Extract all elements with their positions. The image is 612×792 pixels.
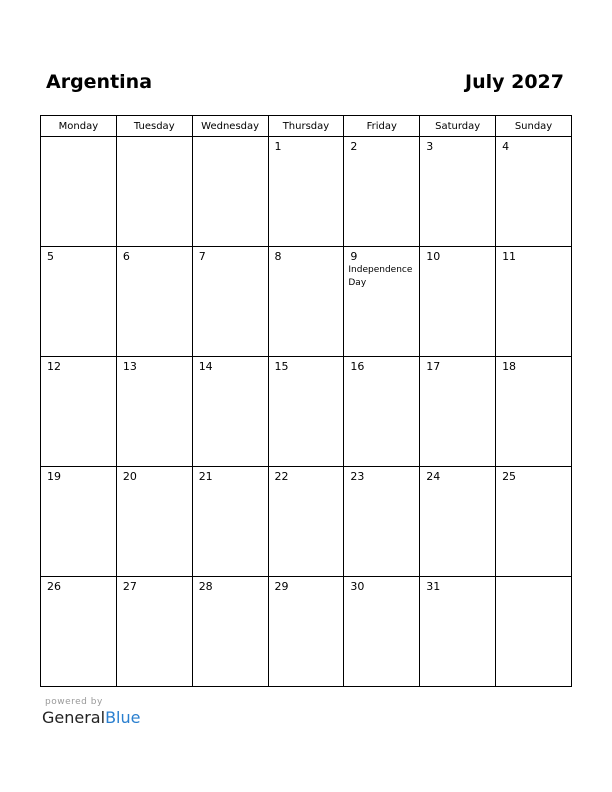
day-number: 8 bbox=[274, 250, 282, 263]
day-number: 17 bbox=[426, 360, 441, 373]
month-year-title: July 2027 bbox=[465, 71, 564, 93]
day-cell bbox=[268, 467, 344, 577]
day-cell bbox=[41, 357, 117, 467]
day-cell bbox=[41, 467, 117, 577]
day-number: 24 bbox=[426, 470, 441, 483]
day-number: 7 bbox=[198, 250, 206, 263]
day-cell bbox=[192, 467, 268, 577]
day-number: 22 bbox=[274, 470, 289, 483]
day-number: 20 bbox=[122, 470, 137, 483]
weekday-header-row bbox=[41, 116, 572, 137]
day-cell bbox=[420, 137, 496, 247]
day-cell bbox=[41, 577, 117, 687]
day-cell bbox=[496, 137, 572, 247]
weekday-header: Sunday bbox=[496, 116, 572, 137]
day-cell bbox=[420, 247, 496, 357]
day-cell bbox=[116, 357, 192, 467]
day-number: 19 bbox=[47, 470, 61, 483]
powered-by-text: powered by bbox=[45, 697, 103, 707]
day-cell bbox=[41, 137, 117, 247]
day-number: 5 bbox=[47, 250, 54, 263]
week-row bbox=[41, 577, 572, 687]
day-cell bbox=[496, 247, 572, 357]
day-number: 18 bbox=[502, 360, 517, 373]
country-title: Argentina bbox=[46, 71, 153, 93]
day-cell bbox=[268, 247, 344, 357]
weekday-header: Wednesday bbox=[192, 116, 268, 137]
week-row bbox=[41, 137, 572, 247]
day-number: 3 bbox=[426, 140, 434, 153]
day-number: 4 bbox=[502, 140, 510, 153]
week-row bbox=[41, 467, 572, 577]
day-cell bbox=[268, 577, 344, 687]
day-cell bbox=[192, 577, 268, 687]
day-number: 16 bbox=[350, 360, 365, 373]
day-cell bbox=[420, 577, 496, 687]
day-cell bbox=[496, 357, 572, 467]
holiday-label: Independence Day bbox=[348, 265, 413, 288]
day-number: 28 bbox=[198, 580, 213, 593]
day-cell bbox=[268, 357, 344, 467]
day-cell bbox=[344, 247, 420, 357]
brand-logo[interactable] bbox=[42, 708, 140, 727]
brand-blue: Blue bbox=[105, 708, 141, 727]
day-number: 15 bbox=[274, 360, 289, 373]
day-number: 23 bbox=[350, 470, 365, 483]
day-number: 29 bbox=[274, 580, 289, 593]
day-cell bbox=[116, 467, 192, 577]
day-number: 25 bbox=[502, 470, 517, 483]
day-number: 14 bbox=[198, 360, 213, 373]
weekday-header: Thursday bbox=[268, 116, 344, 137]
weekday-header: Monday bbox=[41, 116, 117, 137]
day-number: 10 bbox=[426, 250, 441, 263]
day-number: 6 bbox=[122, 250, 130, 263]
day-cell bbox=[268, 137, 344, 247]
calendar-grid bbox=[40, 115, 572, 687]
weekday-header: Saturday bbox=[420, 116, 496, 137]
week-row bbox=[41, 247, 572, 357]
day-cell bbox=[192, 247, 268, 357]
day-number: 9 bbox=[350, 250, 358, 263]
day-cell bbox=[344, 467, 420, 577]
day-number: 27 bbox=[122, 580, 137, 593]
day-cell bbox=[496, 577, 572, 687]
day-cell bbox=[344, 137, 420, 247]
day-number: 12 bbox=[47, 360, 61, 373]
weekday-header: Friday bbox=[344, 116, 420, 137]
day-number: 2 bbox=[350, 140, 358, 153]
day-number: 26 bbox=[47, 580, 61, 593]
day-number: 31 bbox=[426, 580, 441, 593]
day-cell bbox=[420, 357, 496, 467]
day-cell bbox=[116, 577, 192, 687]
weekday-header: Tuesday bbox=[116, 116, 192, 137]
day-number: 30 bbox=[350, 580, 365, 593]
day-cell bbox=[344, 357, 420, 467]
day-cell bbox=[116, 137, 192, 247]
day-number: 1 bbox=[274, 140, 282, 153]
day-number: 11 bbox=[502, 250, 517, 263]
day-cell bbox=[496, 467, 572, 577]
day-number: 13 bbox=[122, 360, 137, 373]
day-cell bbox=[420, 467, 496, 577]
day-cell bbox=[192, 137, 268, 247]
week-row bbox=[41, 357, 572, 467]
day-cell bbox=[192, 357, 268, 467]
brand-general: General bbox=[42, 708, 106, 727]
day-number: 21 bbox=[198, 470, 213, 483]
day-cell bbox=[116, 247, 192, 357]
day-cell bbox=[344, 577, 420, 687]
day-cell bbox=[41, 247, 117, 357]
